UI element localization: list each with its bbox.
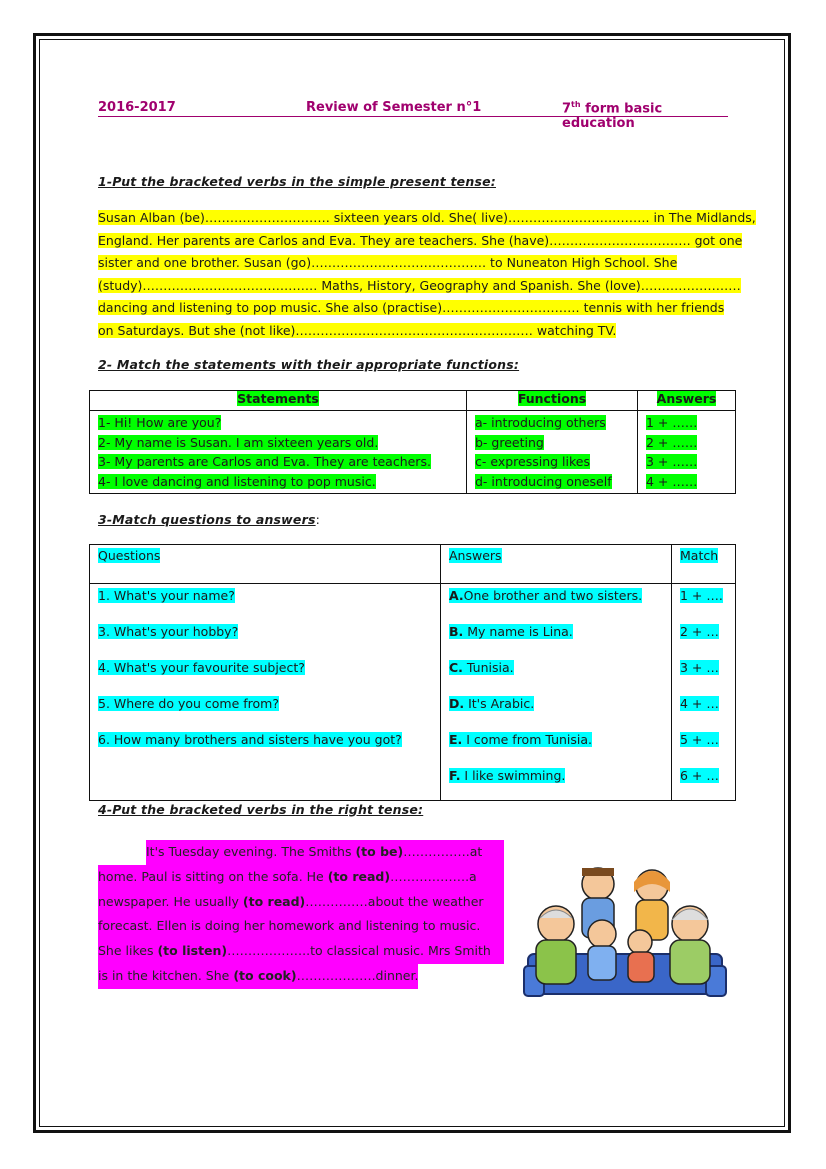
question-item: 5. Where do you come from?: [98, 696, 279, 711]
task2-table: [89, 390, 736, 494]
statements-cell: [90, 411, 467, 494]
header-year: 2016-2017: [98, 100, 176, 115]
task3-title: 3-Match questions to answers:: [98, 512, 320, 527]
header-form: 7th form basic education: [562, 100, 663, 132]
question-item: 4. What's your favourite subject?: [98, 660, 305, 675]
answer-option: F. I like swimming.: [449, 768, 566, 783]
task1-line: on Saturdays. But she (not like)………………………………………………… watching TV.: [98, 322, 617, 338]
answer-option: C. Tunisia.: [449, 660, 514, 675]
match-blank[interactable]: 4 + …: [680, 696, 719, 711]
question-item: 3. What's your hobby?: [98, 624, 239, 639]
function-item: a- introducing others: [475, 415, 606, 430]
statement-item: 1- Hi! How are you?: [98, 415, 222, 430]
task1-line: Susan Alban (be)………………………… sixteen years old. She( live)……………………………. in The Midlands,: [98, 210, 756, 225]
task1-paragraph: [98, 207, 756, 342]
col-header-functions: Functions: [467, 391, 638, 411]
task4-paragraph: [98, 840, 504, 989]
question-item: 6. How many brothers and sisters have you got?: [98, 732, 402, 747]
col-header-match: Match: [672, 545, 736, 584]
task2-title: 2- Match the statements with their appropriate functions:: [98, 357, 520, 372]
task4-line: It's Tuesday evening. The Smiths (to be)…………….at: [98, 840, 504, 865]
task4-line: forecast. Ellen is doing her homework and listening to music.: [98, 914, 504, 939]
task1-line: England. Her parents are Carlos and Eva. They are teachers. She (have)……………………………. got one: [98, 232, 743, 248]
match-cell: [672, 584, 736, 801]
answer-option: D. It's Arabic.: [449, 696, 535, 711]
task1-title: 1-Put the bracketed verbs in the simple present tense:: [98, 174, 496, 189]
answer-blank[interactable]: 1 + ……: [646, 415, 698, 430]
task4-line: newspaper. He usually (to read)……………about the weather: [98, 890, 504, 915]
task1-line: sister and one brother. Susan (go)…………………………………… to Nuneaton High School. She: [98, 255, 678, 270]
match-blank[interactable]: 6 + …: [680, 768, 719, 783]
answers-cell: [638, 411, 736, 494]
match-blank[interactable]: 3 + …: [680, 660, 719, 675]
task4-line: is in the kitchen. She (to cook)……………….dinner.: [98, 964, 418, 989]
answer-blank[interactable]: 4 + ……: [646, 473, 698, 489]
questions-cell: [90, 584, 441, 801]
col-header-statements: Statements: [90, 391, 467, 411]
answer-option: E. I come from Tunisia.: [449, 732, 593, 747]
q-answers-cell: [441, 584, 672, 801]
statement-item: 4- I love dancing and listening to pop music.: [98, 473, 376, 489]
col-header-answers: Answers: [638, 391, 736, 411]
task3-table: [89, 544, 736, 801]
function-item: b- greeting: [475, 434, 544, 450]
function-item: c- expressing likes: [475, 454, 590, 469]
functions-cell: [467, 411, 638, 494]
answer-option: B. My name is Lina.: [449, 624, 573, 639]
match-blank[interactable]: 5 + …: [680, 732, 719, 747]
task4-line: She likes (to listen)………………..to classical music. Mrs Smith: [98, 939, 504, 964]
task1-line: dancing and listening to pop music. She also (practise)…………………………… tennis with her friends: [98, 300, 725, 315]
statement-item: 2- My name is Susan. I am sixteen years old.: [98, 434, 379, 450]
answer-blank[interactable]: 2 + ……: [646, 434, 698, 450]
task1-line: (study)…………………………………… Maths, History, Geography and Spanish. She (love)……………………: [98, 277, 741, 293]
task4-line: home. Paul is sitting on the sofa. He (to read)……………….a: [98, 865, 504, 890]
col-header-questions: Questions: [90, 545, 441, 584]
match-blank[interactable]: 1 + ….: [680, 588, 723, 603]
header-title: Review of Semester n°1: [306, 100, 482, 115]
col-header-q-answers: Answers: [441, 545, 672, 584]
statement-item: 3- My parents are Carlos and Eva. They are teachers.: [98, 454, 431, 469]
question-item: 1. What's your name?: [98, 588, 235, 603]
answer-option: A.One brother and two sisters.: [449, 588, 643, 603]
task4-title: 4-Put the bracketed verbs in the right tense:: [98, 802, 424, 817]
family-illustration-icon: [520, 862, 730, 1002]
worksheet-header: [98, 100, 728, 132]
function-item: d- introducing oneself: [475, 473, 612, 489]
answer-blank[interactable]: 3 + ……: [646, 454, 698, 469]
match-blank[interactable]: 2 + …: [680, 624, 719, 639]
